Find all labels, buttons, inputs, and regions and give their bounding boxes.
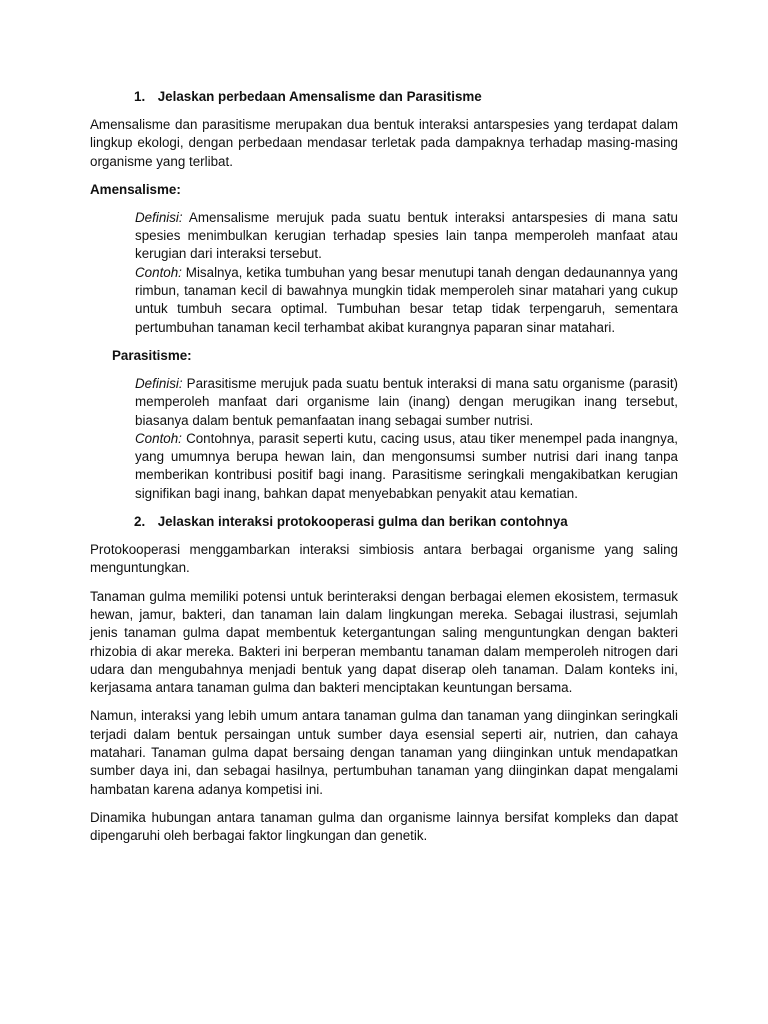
- question-1-title: Jelaskan perbedaan Amensalisme dan Parasitisme: [157, 89, 482, 104]
- amensalisme-definition: [135, 209, 678, 264]
- parasitisme-heading: Parasitisme:: [112, 347, 192, 363]
- amensalisme-example-text: Misalnya, ketika tumbuhan yang besar menutupi tanah dengan dedaunannya yang rimbun, tanaman kecil di bawahnya mungkin tidak memperoleh sinar matahari yang cukup untuk tumbuh secara optimal. Tumbuhan besar tetap tidak terpengaruh, sementara pertumbuhan tanaman kecil terhambat akibat kurangnya paparan sinar matahari.: [135, 264, 678, 335]
- question-2-paragraph-4: Dinamika hubungan antara tanaman gulma dan organisme lainnya bersifat kompleks dan dapat dipengaruhi oleh berbagai faktor lingkungan dan genetik.: [90, 809, 678, 844]
- question-2-title: Jelaskan interaksi protokooperasi gulma dan berikan contohnya: [157, 514, 568, 530]
- amensalisme-example-label: Contoh:: [135, 264, 182, 280]
- question-2-number: 2.: [134, 514, 146, 530]
- parasitisme-definition: [135, 375, 678, 430]
- question-2-paragraph-2: Tanaman gulma memiliki potensi untuk berinteraksi dengan berbagai elemen ekosistem, termasuk hewan, jamur, bakteri, dan tanaman lain dalam lingkungan mereka. Sebagai ilustrasi, sejumlah jenis tanaman gulma dapat membentuk ketergantungan saling menguntungkan dengan bakteri rhizobia di akar mereka. Bakteri ini berperan membantu tanaman dalam memperoleh nitrogen dari udara dan mengubahnya menjadi bentuk yang dapat diserap oleh tanaman. Dalam konteks ini, kerjasama antara tanaman gulma dan bakteri menciptakan keuntungan bersama.: [90, 588, 678, 696]
- question-1-intro: Amensalisme dan parasitisme merupakan dua bentuk interaksi antarspesies yang terdapat dalam lingkup ekologi, dengan perbedaan mendasar terletak pada dampaknya terhadap masing-masing organisme yang terlibat.: [90, 117, 678, 169]
- amensalisme-definition-label: Definisi:: [135, 209, 183, 225]
- question-1-number: 1.: [134, 89, 146, 104]
- parasitisme-example-label: Contoh:: [135, 430, 182, 446]
- question-2-heading: [134, 513, 678, 531]
- amensalisme-block: [135, 209, 678, 337]
- amensalisme-definition-text: Amensalisme merujuk pada suatu bentuk interaksi antarspesies di mana satu spesies menimbulkan kerugian terhadap spesies lain tanpa memperoleh manfaat atau kerugian dari interaksi tersebut.: [135, 209, 678, 262]
- question-1-heading: [134, 88, 678, 106]
- question-2-paragraph-3: Namun, interaksi yang lebih umum antara tanaman gulma dan tanaman yang diinginkan seringkali terjadi dalam bentuk persaingan untuk sumber daya esensial seperti air, nutrien, dan cahaya matahari. Tanaman gulma dapat bersaing dengan tanaman yang diinginkan untuk mendapatkan sumber daya ini, dan sebagai hasilnya, pertumbuhan tanaman yang diinginkan dapat mengalami hambatan karena adanya kompetisi ini.: [90, 708, 678, 797]
- parasitisme-definition-text: Parasitisme merujuk pada suatu bentuk interaksi di mana satu organisme (parasit) memperoleh manfaat dari organisme lain (inang) dengan merugikan inang tersebut, biasanya dalam bentuk pemanfaatan inang sebagai sumber nutrisi.: [135, 375, 678, 428]
- amensalisme-example: [135, 264, 678, 337]
- parasitisme-block: [135, 375, 678, 503]
- amensalisme-heading: Amensalisme:: [90, 181, 181, 197]
- parasitisme-definition-label: Definisi:: [135, 375, 183, 391]
- parasitisme-example: [135, 430, 678, 503]
- parasitisme-example-text: Contohnya, parasit seperti kutu, cacing usus, atau tiker menempel pada inangnya, yang umumnya berupa hewan lain, dan mengonsumsi sumber nutrisi dari inang tanpa memberikan kontribusi positif bagi inang. Parasitisme seringkali mengakibatkan kerugian signifikan bagi inang, bahkan dapat menyebabkan penyakit atau kematian.: [135, 430, 678, 501]
- question-2-paragraph-1: Protokooperasi menggambarkan interaksi simbiosis antara berbagai organisme yang saling menguntungkan.: [90, 542, 678, 576]
